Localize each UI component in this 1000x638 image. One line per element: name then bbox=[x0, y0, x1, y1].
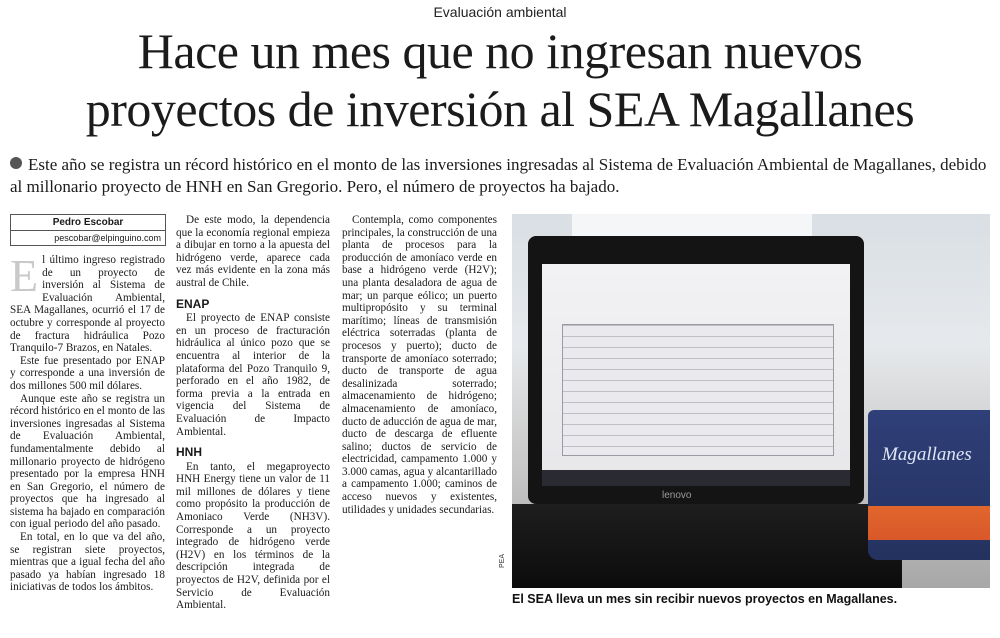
bullet-icon bbox=[10, 157, 22, 169]
headline-line-2: proyectos de inversión al SEA Magallanes bbox=[85, 81, 915, 137]
mug-text: Magallanes bbox=[882, 444, 972, 465]
article-column-3 bbox=[342, 214, 497, 516]
display-taskbar bbox=[542, 470, 850, 486]
headline bbox=[0, 22, 1000, 138]
lead-paragraph bbox=[10, 154, 990, 198]
headline-line-1: Hace un mes que no ingresan nuevos bbox=[137, 23, 863, 79]
author-email[interactable]: pescobar@elpinguino.com bbox=[54, 233, 161, 243]
mug bbox=[868, 410, 990, 560]
subheading-enap: ENAP bbox=[176, 296, 210, 311]
lead-text: Este año se registra un récord histórico en el monto de las inversiones ingresadas al Sistema de Evaluación Ambiental de Magallanes, debido al millonario proyecto de HNH en San Gregorio. Pero, el número de proyectos ha bajado. bbox=[10, 155, 987, 196]
article-photo bbox=[512, 214, 990, 588]
paragraph: Aunque este año se registra un récord histórico en el monto de las inversiones ingresadas al Sistema de Evaluación Ambiental, fundamentalmente debido al millonario proyecto de hidrógeno presentado por la empresa HNH en San Gregorio, el número de proyectos que ha ingresado al sistema ha bajado en comparación con igual periodo del año pasado. bbox=[10, 392, 165, 531]
section-label: Evaluación ambiental bbox=[433, 4, 567, 20]
photo-caption: El SEA lleva un mes sin recibir nuevos proyectos en Magallanes. bbox=[512, 592, 898, 606]
laptop-keyboard bbox=[512, 504, 902, 588]
subheading-hnh: HNH bbox=[176, 445, 202, 460]
display-table bbox=[562, 324, 834, 456]
paragraph: Este fue presentado por ENAP y corresponde a una inversión de dos millones 500 mil dólares. bbox=[10, 354, 165, 392]
paragraph: En tanto, el megaproyecto HNH Energy tiene un valor de 11 mil millones de dólares y tiene como propósito la producción de Amoniaco Verde (NH3V). Corresponde a un proyecto integrado de hidrógeno verde (H2V) en los términos de la descripción integrada de proyectos de H2V, definida por el Servicio de Evaluación Ambiental. bbox=[176, 460, 330, 612]
article-column-1 bbox=[10, 250, 165, 594]
paragraph: Contempla, como componentes principales, la construcción de una planta de procesos para la producción de amoníaco verde en base a hidrógeno verde (H2V); una planta desaladora de agua de mar; un parque eólico; un puerto multipropósito y su terminal marítimo; líneas de transmisión eléctrica soterradas (planta de procesos y puerto); ducto de transporte de amoníaco soterrado; ducto de transporte de agua desalinizada soterrado; almacenamiento de hidrógeno; almacenamiento de amoníaco, ducto de aducción de agua de mar, ducto de descarga de efluente salino; ductos de servicio de electricidad, campamento 1.000 y 3.000 camas, agua y alcantarillado a campamento 1.000; caminos de acceso nuevos y existentes, utilidades y unidades secundarias. bbox=[342, 214, 498, 516]
author-name: Pedro Escobar bbox=[11, 215, 165, 231]
laptop-brand: lenovo bbox=[662, 490, 692, 501]
drop-cap: E bbox=[10, 250, 39, 301]
paragraph: El proyecto de ENAP consiste en un proceso de fracturación hidráulica al único pozo que se encuentra al interior de la plataforma del Pozo Tranquilo 9, perforado en el año 1982, de forma previa a la entrada en vigencia del Sistema de Evaluación de Impacto Ambiental. bbox=[176, 312, 330, 438]
mug-band bbox=[868, 506, 990, 540]
paragraph: En total, en lo que va del año, se registran siete proyectos, mientras que a igual fecha del año pasado ya habían ingresado 18 iniciativas de todos los ámbitos. bbox=[10, 531, 165, 594]
paragraph: l último ingreso registrado de un proyecto de inversión al Sistema de Evaluación Ambiental, SEA Magallanes, ocurrió el 17 de octubre y corresponde al proyecto de fractura hidráulica Pozo Tranquilo-7 Brazos, en Natales. bbox=[10, 254, 165, 355]
photo-credit: PEA bbox=[499, 553, 506, 568]
paragraph: De este modo, la dependencia que la economía regional empieza a dibujar en torno a la apuesta del hidrógeno verde, aparece cada vez más evidente en la zona más austral de Chile. bbox=[176, 214, 330, 289]
byline bbox=[10, 214, 166, 246]
article-column-2 bbox=[176, 214, 330, 612]
